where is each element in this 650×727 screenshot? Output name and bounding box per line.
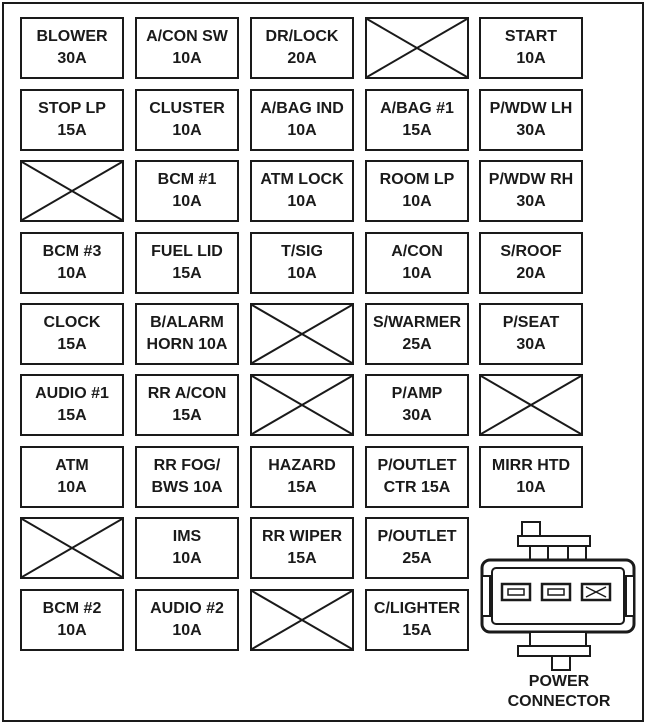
fuse-rating: 20A	[516, 265, 546, 282]
fuse-name: RR WIPER	[262, 528, 342, 545]
fuse-name: IMS	[172, 528, 202, 545]
fuse-name: BCM #3	[42, 243, 102, 260]
fuse-name: RR A/CON	[147, 385, 227, 402]
fuse-name: ATM LOCK	[260, 171, 344, 188]
fuse-slot[interactable]	[135, 446, 239, 508]
empty-fuse-slot[interactable]	[20, 517, 124, 579]
cross-icon	[481, 376, 581, 434]
fuse-rating: 10A	[172, 550, 202, 567]
fuse-name: P/WDW LH	[489, 100, 573, 117]
fuse-name: DR/LOCK	[265, 28, 339, 45]
fuse-name: T/SIG	[281, 243, 323, 260]
fuse-slot[interactable]	[135, 89, 239, 151]
fuse-rating: 10A	[402, 265, 432, 282]
fuse-slot[interactable]	[479, 89, 583, 151]
fuse-rating: BWS 10A	[151, 479, 223, 496]
fuse-slot[interactable]	[365, 89, 469, 151]
empty-fuse-slot[interactable]	[365, 17, 469, 79]
fuse-rating: 10A	[172, 193, 202, 210]
cross-icon	[22, 519, 122, 577]
fuse-slot[interactable]	[365, 160, 469, 222]
fuse-slot[interactable]	[135, 232, 239, 294]
connector-label-line1: POWER	[528, 673, 590, 690]
fuse-rating: 30A	[516, 193, 546, 210]
fuse-name: P/AMP	[391, 385, 443, 402]
fuse-name: P/OUTLET	[377, 528, 457, 545]
fuse-name: CLUSTER	[149, 100, 225, 117]
cross-icon	[367, 19, 467, 77]
cross-icon	[252, 591, 352, 649]
fuse-name: A/CON	[391, 243, 443, 260]
fuse-slot[interactable]	[365, 303, 469, 365]
fuse-name: MIRR HTD	[491, 457, 571, 474]
fuse-slot[interactable]	[365, 446, 469, 508]
fuse-slot[interactable]	[250, 89, 354, 151]
fuse-rating: 10A	[287, 265, 317, 282]
fuse-name: A/BAG #1	[380, 100, 454, 117]
fuse-rating: 10A	[287, 122, 317, 139]
fuse-rating: 25A	[402, 336, 432, 353]
fuse-slot[interactable]	[20, 374, 124, 436]
fuse-rating: 15A	[57, 407, 87, 424]
fuse-rating: 15A	[287, 550, 317, 567]
fuse-slot[interactable]	[365, 589, 469, 651]
fuse-slot[interactable]	[135, 374, 239, 436]
fuse-name: HAZARD	[268, 457, 336, 474]
fuse-name: C/LIGHTER	[373, 600, 461, 617]
fuse-rating: 10A	[57, 479, 87, 496]
empty-fuse-slot[interactable]	[250, 374, 354, 436]
fuse-rating: 10A	[516, 50, 546, 67]
cross-icon	[252, 376, 352, 434]
empty-fuse-slot[interactable]	[20, 160, 124, 222]
fuse-slot[interactable]	[135, 303, 239, 365]
fuse-slot[interactable]	[479, 232, 583, 294]
fuse-slot[interactable]	[20, 89, 124, 151]
fuse-name: BCM #1	[157, 171, 217, 188]
fuse-name: CLOCK	[43, 314, 101, 331]
empty-fuse-slot[interactable]	[479, 374, 583, 436]
fuse-slot[interactable]	[250, 17, 354, 79]
fuse-slot[interactable]	[20, 232, 124, 294]
fuse-name: BLOWER	[36, 28, 108, 45]
fuse-slot[interactable]	[479, 303, 583, 365]
fuse-slot[interactable]	[135, 517, 239, 579]
fuse-name: STOP LP	[38, 100, 106, 117]
fuse-rating: 15A	[402, 622, 432, 639]
fuse-rating: 30A	[516, 336, 546, 353]
fuse-rating: 10A	[287, 193, 317, 210]
fuse-name: P/WDW RH	[488, 171, 574, 188]
fuse-slot[interactable]	[250, 232, 354, 294]
fuse-name: B/ALARM	[150, 314, 224, 331]
fuse-slot[interactable]	[135, 589, 239, 651]
empty-fuse-slot[interactable]	[250, 303, 354, 365]
fuse-rating: 15A	[57, 336, 87, 353]
fuse-rating: 30A	[516, 122, 546, 139]
fuse-name: ROOM LP	[379, 171, 455, 188]
fuse-name: BCM #2	[42, 600, 102, 617]
fuse-rating: 10A	[57, 622, 87, 639]
fuse-rating: 10A	[516, 479, 546, 496]
fuse-name: S/ROOF	[500, 243, 562, 260]
fuse-slot[interactable]	[250, 446, 354, 508]
fuse-slot[interactable]	[250, 160, 354, 222]
fuse-slot[interactable]	[479, 160, 583, 222]
fuse-slot[interactable]	[479, 446, 583, 508]
fuse-rating: 10A	[402, 193, 432, 210]
fuse-name: A/CON SW	[146, 28, 228, 45]
fuse-rating: 15A	[287, 479, 317, 496]
fuse-slot[interactable]	[20, 303, 124, 365]
fuse-slot[interactable]	[479, 17, 583, 79]
empty-fuse-slot[interactable]	[250, 589, 354, 651]
fuse-rating: CTR 15A	[383, 479, 451, 496]
fuse-rating: 15A	[172, 265, 202, 282]
fuse-slot[interactable]	[250, 517, 354, 579]
fuse-slot[interactable]	[135, 17, 239, 79]
fuse-rating: 15A	[172, 407, 202, 424]
connector-label-line2: CONNECTOR	[507, 693, 611, 710]
fuse-rating: 30A	[402, 407, 432, 424]
fuse-slot[interactable]	[20, 17, 124, 79]
fuse-slot[interactable]	[20, 589, 124, 651]
fuse-name: ATM	[55, 457, 89, 474]
fuse-slot[interactable]	[135, 160, 239, 222]
fuse-rating: 20A	[287, 50, 317, 67]
fuse-rating: HORN 10A	[146, 336, 228, 353]
fuse-slot[interactable]	[365, 517, 469, 579]
fuse-rating: 10A	[57, 265, 87, 282]
fuse-name: S/WARMER	[373, 314, 461, 331]
fuse-name: AUDIO #2	[150, 600, 224, 617]
fuse-name: P/SEAT	[502, 314, 560, 331]
fuse-name: START	[504, 28, 558, 45]
fuse-name: AUDIO #1	[35, 385, 109, 402]
fuse-name: P/OUTLET	[377, 457, 457, 474]
fuse-slot[interactable]	[365, 232, 469, 294]
fuse-rating: 30A	[57, 50, 87, 67]
fuse-slot[interactable]	[20, 446, 124, 508]
fuse-rating: 10A	[172, 122, 202, 139]
fuse-rating: 15A	[402, 122, 432, 139]
cross-icon	[22, 162, 122, 220]
fuse-name: FUEL LID	[151, 243, 223, 260]
cross-icon	[252, 305, 352, 363]
fuse-rating: 25A	[402, 550, 432, 567]
fuse-rating: 15A	[57, 122, 87, 139]
fuse-name: RR FOG/	[153, 457, 221, 474]
fuse-rating: 10A	[172, 622, 202, 639]
fuse-name: A/BAG IND	[260, 100, 344, 117]
fuse-rating: 10A	[172, 50, 202, 67]
fuse-slot[interactable]	[365, 374, 469, 436]
